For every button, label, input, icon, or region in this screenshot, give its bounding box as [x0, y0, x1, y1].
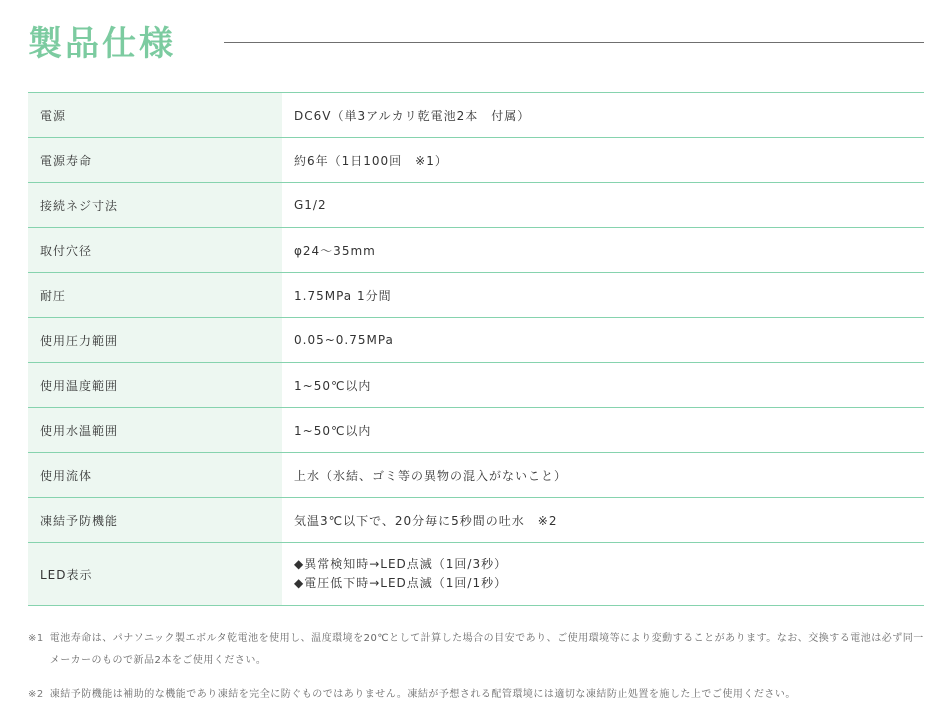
spec-row-water-temperature-range — [28, 408, 924, 453]
led-abnormal-line: ◆異常検知時→LED点滅（1回/3秒） — [294, 557, 508, 571]
spec-label: 使用圧力範囲 — [28, 318, 282, 363]
spec-label: 凍結予防機能 — [28, 498, 282, 543]
led-low-voltage-line: ◆電圧低下時→LED点滅（1回/1秒） — [294, 576, 508, 590]
spec-label: 使用水温範囲 — [28, 408, 282, 453]
spec-value — [282, 543, 924, 606]
footnote-mark: ※2 — [28, 689, 44, 700]
spec-value: 気温3℃以下で、20分毎に5秒間の吐水 ※2 — [282, 498, 924, 543]
spec-table — [28, 92, 924, 606]
spec-row-battery-life — [28, 138, 924, 183]
spec-label: 耐圧 — [28, 273, 282, 318]
title-divider — [224, 42, 924, 43]
spec-value: 0.05~0.75MPa — [282, 318, 924, 363]
spec-row-fluid — [28, 453, 924, 498]
spec-row-pressure-resistance — [28, 273, 924, 318]
footnote-text: 電池寿命は、パナソニック製エボルタ乾電池を使用し、温度環境を20℃として計算した場合の目安であり、ご使用環境等により変動することがあります。なお、交換する電池は必ず同一メーカーのもので新品2本をご使用ください。 — [49, 633, 924, 666]
spec-label: LED表示 — [28, 543, 282, 606]
footnotes — [28, 628, 924, 718]
spec-value: G1/2 — [282, 183, 924, 228]
footnote-2 — [28, 684, 924, 706]
footnote-1 — [28, 628, 924, 672]
spec-row-led-display — [28, 543, 924, 606]
spec-label: 取付穴径 — [28, 228, 282, 273]
spec-label: 電源 — [28, 93, 282, 138]
spec-row-thread-size — [28, 183, 924, 228]
spec-value: 1~50℃以内 — [282, 363, 924, 408]
spec-label: 電源寿命 — [28, 138, 282, 183]
spec-row-pressure-range — [28, 318, 924, 363]
spec-value: 約6年（1日100回 ※1） — [282, 138, 924, 183]
spec-row-hole-diameter — [28, 228, 924, 273]
spec-label: 接続ネジ寸法 — [28, 183, 282, 228]
page-title: 製品仕様 — [28, 24, 176, 64]
spec-label: 使用流体 — [28, 453, 282, 498]
spec-value: 上水（氷結、ゴミ等の異物の混入がないこと） — [282, 453, 924, 498]
footnote-mark: ※1 — [28, 633, 44, 644]
spec-row-power — [28, 93, 924, 138]
footnote-text: 凍結予防機能は補助的な機能であり凍結を完全に防ぐものではありません。凍結が予想される配管環境には適切な凍結防止処置を施した上でご使用ください。 — [49, 689, 796, 700]
spec-row-temperature-range — [28, 363, 924, 408]
spec-value: 1~50℃以内 — [282, 408, 924, 453]
spec-value: φ24〜35mm — [282, 228, 924, 273]
spec-label: 使用温度範囲 — [28, 363, 282, 408]
spec-row-freeze-prevention — [28, 498, 924, 543]
spec-value: DC6V（単3アルカリ乾電池2本 付属） — [282, 93, 924, 138]
spec-value: 1.75MPa 1分間 — [282, 273, 924, 318]
